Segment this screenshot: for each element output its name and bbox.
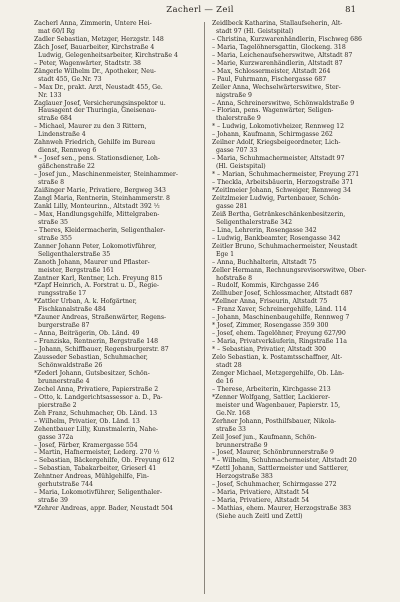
page-header [0,4,400,16]
directory-entry: *Zenner Wolfgang, Sattler, Lackierer- [212,393,331,401]
directory-entry: – Josef, ehem. Tagelöhner, Freyung 627/90 [212,330,346,338]
directory-entry: * – Sebastian, Privatier, Altstadt 300 [212,346,327,354]
directory-entry: – Ludwig, Bankbeamter, Rosengasse 342 [212,234,341,242]
directory-entry: – Maria, Lokomotivführer, Seligenthaler- [34,489,162,497]
directory-entry: – Max, Schlossermeister, Altstadt 264 [212,67,331,75]
directory-entry: – Theres, Kleidermacherin, Seligenthaler- [34,226,166,234]
directory-entry: Ludwig, Gelegenheitsarbeiter, Kirchstraße 4 [38,51,178,59]
directory-entry: Hausagent der Thuringia, Gneisenau- [38,107,157,115]
directory-entry: Seligenthalerstraße 342 [216,218,293,226]
directory-entry: straße 355 [38,234,72,242]
directory-entry: Seligenthalerstraße 35 [38,250,111,258]
directory-entry: gasse 281 [216,202,248,210]
directory-entry: stadt 97 (Hl. Geistspital) [216,27,294,35]
directory-entry: – Franz Xaver, Schreinergehilfe, Länd. 114 [212,306,347,314]
directory-entry: – Florian, pens. Wagenwärter, Seligen- [212,107,334,115]
directory-entry: – Max, Handlungsgehilfe, Mittelgraben- [34,210,160,218]
directory-entry: Zeil Josef jun., Kaufmann, Schön- [212,433,317,441]
directory-entry: – Mathias, ehem. Maurer, Herzogstraße 383 [212,505,352,513]
directory-entry: meister, Bergstraße 161 [38,266,115,274]
directory-entry: Zäch Josef, Bauarbeiter, Kirchstraße 4 [34,43,155,51]
directory-entry: burgerstraße 87 [38,322,90,330]
directory-entry: – Otto, k. Landgerichtsassessor a. D., Pa- [34,393,163,401]
directory-entry: – Peter, Wagenwärter, Stadtstr. 38 [34,59,141,67]
directory-entry: Zanoth Johann, Maurer und Pflaster- [34,258,150,266]
directory-entry: Zadler Sebastian, Metzger, Herzgstr. 148 [34,35,164,43]
directory-entry: Ege 1 [216,250,235,258]
directory-entry: Herzogstraße 383 [216,473,273,481]
directory-entry: straße 33 [216,425,246,433]
directory-entry: Zechel Anna, Privatiere, Papierstraße 2 [34,385,159,393]
directory-entry: – Anna, Schreinerswitwe, Schönwaldstraße 9 [212,99,355,107]
directory-entry: – Maria, Privatiere, Altstadt 54 [212,489,310,497]
directory-entry: Zehentbauer Lilly, Kunstmalerin, Nahe- [34,425,158,433]
directory-entry: *Zauner Andreas, Straßenwärter, Regens- [34,314,167,322]
directory-entry: de 16 [216,377,234,385]
directory-entry: Zausseder Sebastian, Schuhmacher, [34,354,148,362]
directory-entry: Zeiler Anna, Wechselwärterswitwe, Ster- [212,83,341,91]
directory-entry: – Wilhelm, Privatier, Ob. Länd. 13 [34,417,140,425]
directory-entry: – Lina, Lehrerin, Rosengasse 342 [212,226,317,234]
directory-entry: Zeitler Bruno, Schuhmachermeister, Neustadt [212,242,358,250]
right-column [212,20,370,598]
directory-entry: – Paul, Fuhrmann, Fischergasse 687 [212,75,327,83]
directory-entry: dienst, Rennweg 6 [38,147,97,155]
directory-entry: * – Ludwig, Lokomotivheizer, Rennweg 12 [212,123,345,131]
directory-entry: Schönwaldstraße 26 [38,361,103,369]
directory-entry: – Anna, Beiträgerin, Ob. Länd. 49 [34,330,140,338]
left-column [34,20,192,598]
directory-entry: – Martin, Hafnermeister, Lederg. 270 ½ [34,449,160,457]
directory-entry: Zeiß Bertha, Getränkeschänkenbesitzerin, [212,210,346,218]
directory-entry: * – Wilhelm, Schuhmachermeister, Altstadt 20 [212,457,357,465]
directory-entry: – Josef, Schuhmacher, Schirmgasse 272 [212,481,337,489]
directory-entry: – Rudolf, Kommis, Kirchgasse 246 [212,282,319,290]
directory-entry: Zellhuber Josef, Schlossmacher, Altstadt 687 [212,290,353,298]
directory-entry: Fischkanalstraße 484 [38,306,106,314]
directory-entry: – Josef, Maurer, Schönbrunnerstraße 9 [212,449,334,457]
directory-entry: Zaglauer Josef, Versicherungsinspektor u. [34,99,166,107]
directory-entry: – Therese, Arbeiterin, Kirchgasse 213 [212,385,331,393]
directory-entry: brunnerstraße 9 [216,441,268,449]
directory-entry: – Max Dr., prakt. Arzt, Neustadt 455, Ge. [34,83,163,91]
directory-entry: – Maria, Tagelöhnersgattin, Glockeng. 318 [212,43,346,51]
directory-entry: – Christina, Kurzwarenhändlerin, Fischweg 686 [212,35,362,43]
directory-entry: Zacherl Anna, Zimmerin, Untere Hei- [34,20,152,27]
directory-entry: hofstraße 8 [216,274,253,282]
directory-entry: pierstraße 2 [38,401,77,409]
directory-entry: – Marie, Kurzwarenhändlerin, Altstadt 87 [212,59,343,67]
directory-entry: Zankl Lilly, Monteurinn., Altstadt 392 ½ [34,202,160,210]
directory-entry: Zängerle Wilhelm Dr., Apotheker, Neu- [34,67,157,75]
directory-entry: straße 39 [38,497,68,505]
column-divider [204,22,205,594]
directory-entry: – Josef jun., Maschinenmeister, Steinhammer- [34,171,178,179]
directory-entry: * – Marian, Schuhmachermeister, Freyung 271 [212,171,360,179]
directory-entry: *Zederl Johann, Gutsbesitzer, Schön- [34,369,150,377]
directory-entry: * – Josef sen., pens. Stationsdiener, Loh- [34,155,160,163]
directory-entry: Zeh Franz, Schuhmacher, Ob. Länd. 13 [34,409,158,417]
directory-entry: – Maria, Leichenaufseherswitwe, Altstadt 87 [212,51,353,59]
directory-entry: – Johann, Maschinenbaugehilfe, Rennweg 7 [212,314,350,322]
directory-entry: – Johann, Schiffbauer, Regensburgerstr. 87 [34,346,169,354]
directory-entry: straße 35 [38,218,68,226]
directory-entry: – Johann, Kaufmann, Schirmgasse 262 [212,131,333,139]
directory-entry: – Josef, Färber, Kramergasse 554 [34,441,138,449]
directory-entry: mat 60/I Rg [38,27,75,35]
directory-entry: gerhutstraße 744 [38,481,93,489]
page-title: Zacherl — Zeil [166,5,234,15]
directory-entry: straße 8 [38,179,65,187]
directory-entry: Zerhner Johann, Posthilfsbauer, Nikola- [212,417,337,425]
directory-entry: Zahnweh Friedrich, Gehilfe im Bureau [34,139,156,147]
directory-entry: gäßchenstraße 22 [38,163,95,171]
directory-entry: *Zeitlmeier Johann, Schweiger, Rennweg 34 [212,187,351,195]
directory-entry: Zelo Sebastian, k. Postamtsschaffner, Alt- [212,354,343,362]
directory-entry: Zaißinger Marie, Privatiere, Bergweg 343 [34,187,166,195]
directory-entry: nigstraße 9 [216,91,252,99]
directory-entry: Zeitzlmeier Ludwig, Partenbauer, Schön- [212,194,341,202]
directory-entry: *Zattler Urban, A. k. Hofgärtner, [34,298,137,306]
directory-entry: – Franziska, Rentnerin, Bergstraße 148 [34,338,159,346]
directory-entry: gasse 372a [38,433,74,441]
directory-entry: Zeilner Adolf, Kriegsbeigeordneter, Lich- [212,139,341,147]
directory-entry: – Maria, Privatiere, Altstadt 54 [212,497,310,505]
directory-entry: stadt 28 [216,361,242,369]
directory-entry: Zangl Maria, Rentnerin, Steinhammerstr. 8 [34,194,170,202]
directory-entry: thalerstraße 9 [216,115,261,123]
directory-entry: – Anna, Buchhalterin, Altstadt 75 [212,258,317,266]
directory-entry: *Zehrer Andreas, appr. Bader, Neustadt 504 [34,505,173,513]
directory-entry: *Zellner Anna, Friseurin, Altstadt 75 [212,298,328,306]
directory-entry: meister und Wagenbauer, Papierstr. 15, [216,401,341,409]
directory-entry: Lindenstraße 4 [38,131,86,139]
directory-entry: straße 684 [38,115,72,123]
directory-entry: brunnerstraße 4 [38,377,90,385]
directory-entry: *Zettl Johann, Sattlermeister und Sattlerer, [212,465,349,473]
directory-entry: – Theckla, Arbeitsbäuerin, Herzogstraße 371 [212,179,354,187]
directory-entry: – Sebastian, Tabakarbeiter, Grieserl 41 [34,465,157,473]
directory-entry: Zehntner Andreas, Mühlgehilfe, Fin- [34,473,149,481]
directory-entry: gasse 707 33 [216,147,258,155]
directory-entry: Zenger Michael, Metzgergehilfe, Ob. Län- [212,369,345,377]
directory-entry: stadt 455, Ge.Nr. 73 [38,75,102,83]
directory-entry: Zeller Hermann, Rechnungsrevisorswitwe, Ober- [212,266,367,274]
directory-entry: (Siehe auch Zeitl und Zettl) [216,513,303,521]
directory-entry: – Sebastian, Bäckergehilfe, Ob. Freyung 612 [34,457,175,465]
directory-entry: Zeidlbeck Katharina, Stallaufseherin, Alt- [212,20,343,27]
directory-entry: * Josef, Zimmer, Rosengasse 359 300 [212,322,329,330]
directory-entry: Zantner Karl, Rentner, Lch. Freyung 815 [34,274,163,282]
directory-entry: – Maria, Schuhmachermeister, Altstadt 97 [212,155,345,163]
directory-entry: Nr. 133 [38,91,62,99]
directory-entry: *Zapf Heinrich, A. Forstrat u. D., Regie- [34,282,160,290]
directory-entry: (Hl. Geistspital) [216,163,266,171]
directory-entry: Zanner Johann Peter, Lokomotivführer, [34,242,157,250]
directory-entry: – Maria, Privatverkäuferin, Ringstraße 11a [212,338,347,346]
directory-entry: – Michael, Maurer zu den 3 Rittern, [34,123,147,131]
directory-entry: Ge.Nr. 168 [216,409,251,417]
page-number: 81 [345,5,356,15]
directory-entry: rungsstraße 17 [38,290,87,298]
